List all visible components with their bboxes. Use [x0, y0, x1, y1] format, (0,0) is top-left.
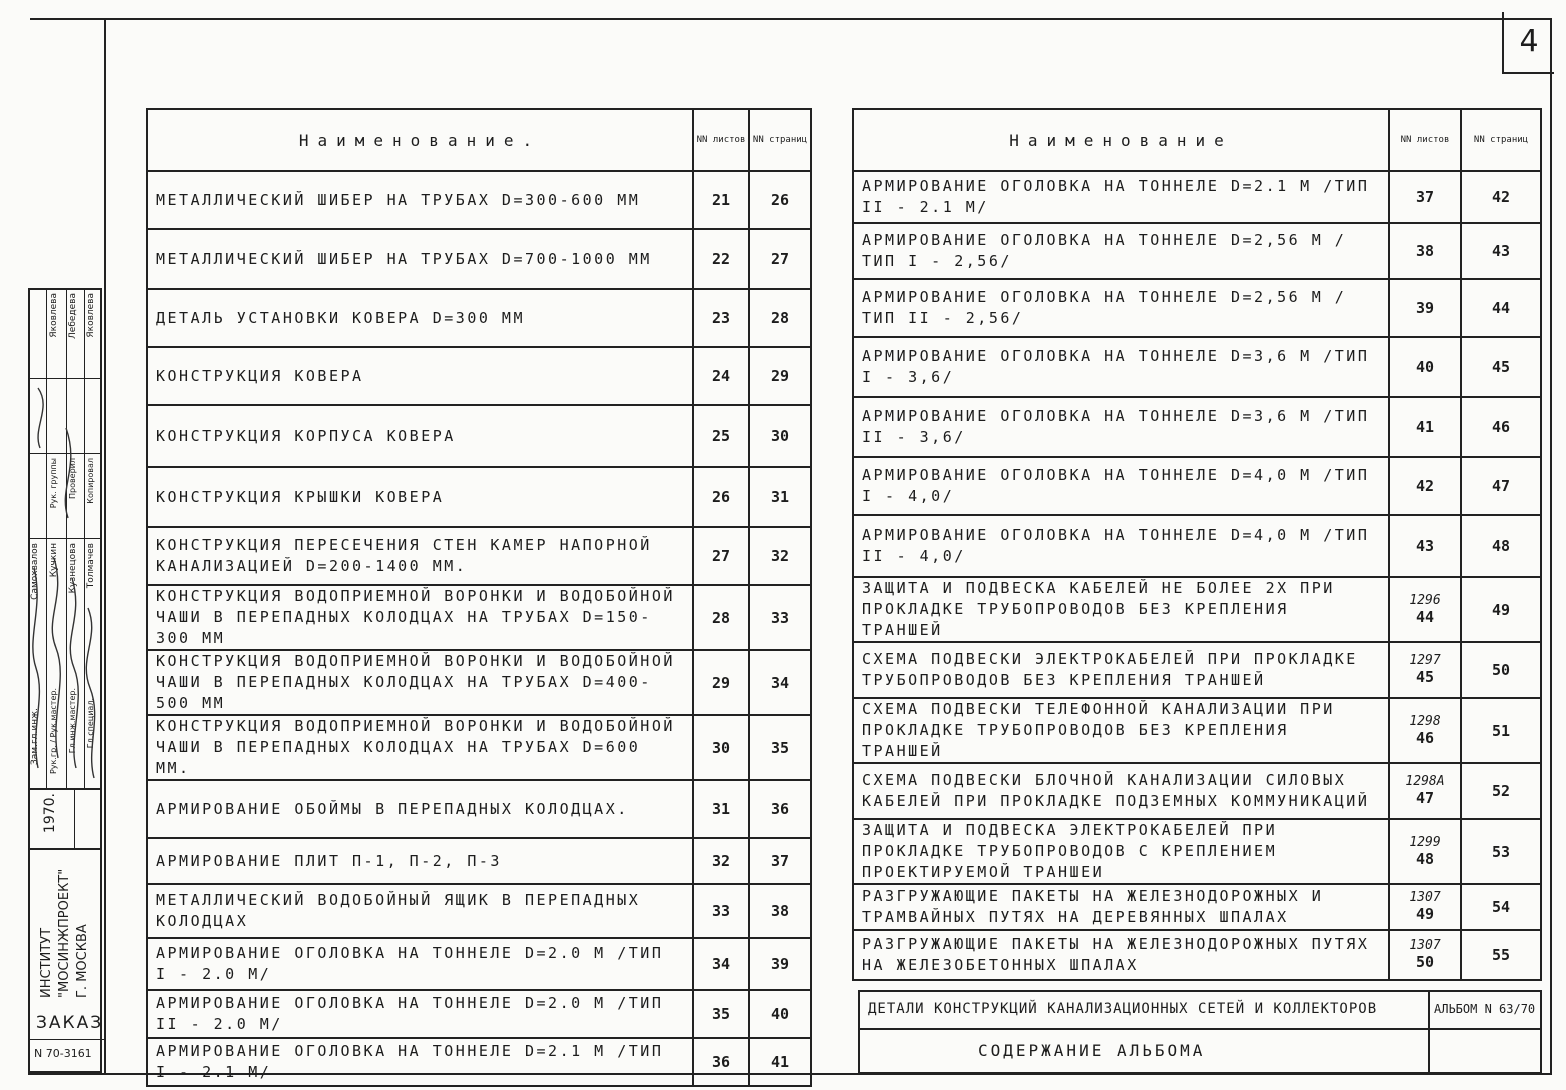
table-row [853, 171, 1541, 223]
column-header-name: Наименование. [147, 109, 693, 171]
row-page-number: 47 [1461, 457, 1541, 515]
album-number: АЛЬБОМ N 63/70 [1434, 1002, 1536, 1016]
title-block [858, 990, 1542, 1074]
row-sheet-value: 47 [1415, 789, 1435, 807]
row-sheet-number [693, 938, 749, 990]
row-sheet-number [693, 229, 749, 289]
row-sheet-number [1389, 884, 1461, 930]
column-header-sheets: NN листов [1389, 109, 1461, 171]
row-sheet-number [693, 347, 749, 405]
stamp-role-2: Рук.гр. / Рук.мастер. [49, 688, 58, 775]
row-handwritten-note: 1297 [1409, 653, 1441, 668]
row-page-number: 45 [1461, 337, 1541, 397]
title-block-divider [1428, 1030, 1430, 1072]
frame-right-line [1550, 18, 1552, 1074]
row-page-number: 26 [749, 171, 811, 229]
row-title: АРМИРОВАНИЕ ОГОЛОВКА НА ТОННЕЛЕ D=4,0 М /ТИП II - 4,0/ [853, 515, 1389, 577]
stamp-column-name-3: Яковлева [49, 293, 59, 338]
row-sheet-number [693, 171, 749, 229]
row-sheet-value: 33 [711, 902, 731, 920]
row-sheet-value: 37 [1415, 188, 1435, 206]
table-row [147, 467, 811, 527]
column-header-sheets: NN листов [693, 109, 749, 171]
stamp-role-3: Гл.инж.мастер. [68, 688, 77, 754]
left-contents-table [146, 108, 812, 1087]
row-sheet-number [1389, 279, 1461, 337]
row-title: МЕТАЛЛИЧЕСКИЙ ВОДОБОЙНЫЙ ЯЩИК В ПЕРЕПАДНЫХ КОЛОДЦАХ [147, 884, 693, 938]
row-title: АРМИРОВАНИЕ ОГОЛОВКА НА ТОННЕЛЕ D=3,6 М /ТИП I - 3,6/ [853, 337, 1389, 397]
row-sheet-value: 45 [1415, 668, 1435, 686]
column-header-pages: NN страниц [749, 109, 811, 171]
row-title: СХЕМА ПОДВЕСКИ ЭЛЕКТРОКАБЕЛЕЙ ПРИ ПРОКЛАДКЕ ТРУБОПРОВОДОВ БЕЗ КРЕПЛЕНИЯ ТРАНШЕЙ [853, 642, 1389, 698]
row-title: РАЗГРУЖАЮЩИЕ ПАКЕТЫ НА ЖЕЛЕЗНОДОРОЖНЫХ И ТРАМВАЙНЫХ ПУТЯХ НА ДЕРЕВЯННЫХ ШПАЛАХ [853, 884, 1389, 930]
row-sheet-number [693, 467, 749, 527]
row-title: КОНСТРУКЦИЯ КОРПУСА КОВЕРА [147, 405, 693, 467]
table-row [853, 279, 1541, 337]
row-sheet-number [693, 650, 749, 715]
table-row [853, 337, 1541, 397]
row-sheet-value: 36 [711, 1053, 731, 1071]
table-row [147, 780, 811, 838]
row-sheet-number [693, 1038, 749, 1086]
stamp-role-name-4: Толмачев [86, 543, 96, 589]
row-page-number: 33 [749, 585, 811, 650]
row-title: АРМИРОВАНИЕ ОГОЛОВКА НА ТОННЕЛЕ D=2.0 М /ТИП I - 2.0 М/ [147, 938, 693, 990]
stamp-column-name-1: Яковлева [86, 293, 96, 338]
row-page-number: 52 [1461, 763, 1541, 819]
table-row [147, 1038, 811, 1086]
row-title: СХЕМА ПОДВЕСКИ ТЕЛЕФОННОЙ КАНАЛИЗАЦИИ ПРИ ПРОКЛАДКЕ ТРУБОПРОВОДОВ БЕЗ КРЕПЛЕНИЯ ТРАНШЕЙ [853, 698, 1389, 763]
row-title: ЗАЩИТА И ПОДВЕСКА КАБЕЛЕЙ НЕ БОЛЕЕ 2Х ПРИ ПРОКЛАДКЕ ТРУБОПРОВОДОВ БЕЗ КРЕПЛЕНИЯ ТРАНШЕЙ [853, 577, 1389, 642]
row-sheet-value: 31 [711, 800, 731, 818]
table-row [853, 577, 1541, 642]
row-sheet-value: 26 [711, 488, 731, 506]
stamp-column-name-2: Лебедева [68, 293, 78, 339]
row-sheet-number [1389, 698, 1461, 763]
row-title: ЗАЩИТА И ПОДВЕСКА ЭЛЕКТРОКАБЕЛЕЙ ПРИ ПРОКЛАДКЕ ТРУБОПРОВОДОВ С КРЕПЛЕНИЕМ ПРОЕКТИРУЕМОЙ ТРАНШЕИ [853, 819, 1389, 884]
row-page-number: 40 [749, 990, 811, 1038]
row-sheet-number [1389, 930, 1461, 980]
row-sheet-value: 44 [1415, 607, 1435, 626]
row-title: КОНСТРУКЦИЯ ВОДОПРИЕМНОЙ ВОРОНКИ И ВОДОБОЙНОЙ ЧАШИ В ПЕРЕПАДНЫХ КОЛОДЦАХ НА ТРУБАХ D=400-500 ММ [147, 650, 693, 715]
row-sheet-value: 24 [711, 367, 731, 385]
row-sheet-number [693, 884, 749, 938]
row-title: МЕТАЛЛИЧЕСКИЙ ШИБЕР НА ТРУБАХ D=700-1000 ММ [147, 229, 693, 289]
row-title: КОНСТРУКЦИЯ ВОДОПРИЕМНОЙ ВОРОНКИ И ВОДОБОЙНОЙ ЧАШИ В ПЕРЕПАДНЫХ КОЛОДЦАХ НА ТРУБАХ D=600 ММ. [147, 715, 693, 780]
stamp-column-label-1: Рук. группы [49, 458, 58, 509]
row-sheet-number [693, 527, 749, 585]
row-page-number: 39 [749, 938, 811, 990]
row-page-number: 54 [1461, 884, 1541, 930]
row-handwritten-note: 1307 [1409, 890, 1441, 905]
row-sheet-value: 39 [1415, 299, 1435, 317]
row-sheet-number [1389, 223, 1461, 279]
row-handwritten-note: 1298А [1405, 774, 1445, 789]
table-row [147, 838, 811, 884]
table-row [147, 289, 811, 347]
table-row [147, 990, 811, 1038]
row-title: РАЗГРУЖАЮЩИЕ ПАКЕТЫ НА ЖЕЛЕЗНОДОРОЖНЫХ ПУТЯХ НА ЖЕЛЕЗОБЕТОННЫХ ШПАЛАХ [853, 930, 1389, 980]
row-page-number: 32 [749, 527, 811, 585]
row-title: АРМИРОВАНИЕ ОГОЛОВКА НА ТОННЕЛЕ D=2.1 М /ТИП II - 2.1 М/ [853, 171, 1389, 223]
table-row [147, 938, 811, 990]
table-header [147, 109, 811, 171]
stamp-year: 1970. [42, 793, 58, 834]
row-sheet-number [1389, 397, 1461, 457]
table-row [147, 650, 811, 715]
stamp-role-name-3: Кузнецова [68, 543, 78, 594]
row-page-number: 48 [1461, 515, 1541, 577]
table-row [147, 884, 811, 938]
row-sheet-value: 40 [1415, 358, 1435, 376]
order-box [28, 1003, 102, 1073]
row-title: МЕТАЛЛИЧЕСКИЙ ШИБЕР НА ТРУБАХ D=300-600 ММ [147, 171, 693, 229]
stamp-divider [28, 788, 102, 790]
row-page-number: 34 [749, 650, 811, 715]
table-row [147, 171, 811, 229]
table-row [853, 930, 1541, 980]
row-page-number: 28 [749, 289, 811, 347]
row-sheet-number [1389, 819, 1461, 884]
row-page-number: 35 [749, 715, 811, 780]
row-title: ДЕТАЛЬ УСТАНОВКИ КОВЕРА D=300 ММ [147, 289, 693, 347]
row-title: АРМИРОВАНИЕ ОБОЙМЫ В ПЕРЕПАДНЫХ КОЛОДЦАХ. [147, 780, 693, 838]
row-page-number: 37 [749, 838, 811, 884]
title-block-divider [1428, 992, 1430, 1028]
row-page-number: 43 [1461, 223, 1541, 279]
column-header-pages: NN страниц [1461, 109, 1541, 171]
table-row [147, 347, 811, 405]
table-row [853, 457, 1541, 515]
stamp-role-name-2: Кучкин [49, 543, 59, 578]
signatures [28, 368, 102, 788]
row-sheet-value: 21 [711, 191, 731, 209]
frame-left-line [104, 18, 106, 1074]
row-title: АРМИРОВАНИЕ ОГОЛОВКА НА ТОННЕЛЕ D=2.0 М /ТИП II - 2.0 М/ [147, 990, 693, 1038]
row-sheet-number [1389, 515, 1461, 577]
row-sheet-number [1389, 457, 1461, 515]
table-row [853, 698, 1541, 763]
row-page-number: 50 [1461, 642, 1541, 698]
column-header-name: Наименование [853, 109, 1389, 171]
row-title: АРМИРОВАНИЕ ОГОЛОВКА НА ТОННЕЛЕ D=3,6 М /ТИП II - 3,6/ [853, 397, 1389, 457]
title-block-row [858, 1030, 1542, 1074]
row-handwritten-note: 1307 [1409, 938, 1441, 953]
row-page-number: 51 [1461, 698, 1541, 763]
row-handwritten-note: 1296 [1409, 592, 1441, 608]
order-number: N 70-3161 [34, 1047, 92, 1060]
row-sheet-value: 38 [1415, 242, 1435, 260]
row-sheet-number [1389, 577, 1461, 642]
row-sheet-value: 34 [711, 955, 731, 973]
row-page-number: 27 [749, 229, 811, 289]
title-block-row [858, 990, 1542, 1030]
row-title: КОНСТРУКЦИЯ КОВЕРА [147, 347, 693, 405]
row-sheet-value: 22 [711, 250, 731, 268]
frame-top-line [30, 18, 1550, 20]
row-page-number: 49 [1461, 577, 1541, 642]
row-page-number: 44 [1461, 279, 1541, 337]
table-row [853, 763, 1541, 819]
row-sheet-number [1389, 337, 1461, 397]
row-title: КОНСТРУКЦИЯ КРЫШКИ КОВЕРА [147, 467, 693, 527]
row-page-number: 38 [749, 884, 811, 938]
table-row [853, 884, 1541, 930]
page-number: 4 [1502, 12, 1554, 74]
row-title: КОНСТРУКЦИЯ ПЕРЕСЕЧЕНИЯ СТЕН КАМЕР НАПОРНОЙ КАНАЛИЗАЦИЕЙ D=200-1400 ММ. [147, 527, 693, 585]
row-title: КОНСТРУКЦИЯ ВОДОПРИЕМНОЙ ВОРОНКИ И ВОДОБОЙНОЙ ЧАШИ В ПЕРЕПАДНЫХ КОЛОДЦАХ НА ТРУБАХ D=150-300 ММ [147, 585, 693, 650]
table-row [853, 819, 1541, 884]
row-sheet-value: 35 [711, 1005, 731, 1023]
side-stamp [28, 288, 102, 1073]
table-row [147, 527, 811, 585]
row-sheet-number [693, 289, 749, 347]
row-sheet-number [693, 405, 749, 467]
stamp-institute: ИНСТИТУТ "МОСИНЖПРОЕКТ" Г. МОСКВА [39, 868, 90, 998]
row-page-number: 36 [749, 780, 811, 838]
table-row [147, 585, 811, 650]
row-sheet-number [693, 780, 749, 838]
row-sheet-value: 50 [1415, 953, 1435, 971]
row-sheet-value: 43 [1415, 537, 1435, 555]
row-page-number: 55 [1461, 930, 1541, 980]
row-sheet-number [1389, 763, 1461, 819]
stamp-column-label-2: Проверил [68, 458, 77, 500]
stamp-role-name-1: Самохвалов [30, 543, 40, 600]
row-title: АРМИРОВАНИЕ ОГОЛОВКА НА ТОННЕЛЕ D=2.1 М /ТИП I - 2.1 М/ [147, 1038, 693, 1086]
row-page-number: 53 [1461, 819, 1541, 884]
row-page-number: 31 [749, 467, 811, 527]
right-contents-table [852, 108, 1542, 981]
table-row [853, 223, 1541, 279]
row-page-number: 30 [749, 405, 811, 467]
album-contents-title: СОДЕРЖАНИЕ АЛЬБОМА [978, 1041, 1206, 1060]
row-title: АРМИРОВАНИЕ ОГОЛОВКА НА ТОННЕЛЕ D=2,56 М /ТИП I - 2,56/ [853, 223, 1389, 279]
row-sheet-value: 46 [1415, 728, 1435, 747]
table-row [147, 715, 811, 780]
row-sheet-value: 48 [1415, 849, 1435, 868]
row-sheet-value: 30 [711, 738, 731, 757]
stamp-role-1: Зам.гл.инж. [30, 708, 40, 765]
row-sheet-value: 32 [711, 852, 731, 870]
row-sheet-number [693, 715, 749, 780]
row-sheet-value: 27 [711, 547, 731, 565]
row-sheet-value: 42 [1415, 477, 1435, 495]
stamp-role-4: Гл.специал. [86, 698, 95, 749]
row-sheet-number [1389, 642, 1461, 698]
row-sheet-value: 25 [711, 427, 731, 445]
row-page-number: 42 [1461, 171, 1541, 223]
row-sheet-number [693, 990, 749, 1038]
row-page-number: 41 [749, 1038, 811, 1086]
row-title: АРМИРОВАНИЕ ОГОЛОВКА НА ТОННЕЛЕ D=2,56 М /ТИП II - 2,56/ [853, 279, 1389, 337]
stamp-column-label-3: Копировал [86, 458, 95, 504]
table-row [147, 405, 811, 467]
order-label: ЗАКАЗ [36, 1013, 104, 1033]
row-title: АРМИРОВАНИЕ ПЛИТ П-1, П-2, П-3 [147, 838, 693, 884]
row-page-number: 29 [749, 347, 811, 405]
row-page-number: 46 [1461, 397, 1541, 457]
table-row [147, 229, 811, 289]
album-title: ДЕТАЛИ КОНСТРУКЦИЙ КАНАЛИЗАЦИОННЫХ СЕТЕЙ И КОЛЛЕКТОРОВ [868, 1001, 1378, 1017]
row-title: СХЕМА ПОДВЕСКИ БЛОЧНОЙ КАНАЛИЗАЦИИ СИЛОВЫХ КАБЕЛЕЙ ПРИ ПРОКЛАДКЕ ПОДЗЕМНЫХ КОММУНИКАЦИЙ [853, 763, 1389, 819]
stamp-divider [28, 848, 102, 850]
table-row [853, 397, 1541, 457]
table-row [853, 515, 1541, 577]
row-sheet-number [693, 585, 749, 650]
row-sheet-value: 28 [711, 608, 731, 627]
row-sheet-number [693, 838, 749, 884]
row-handwritten-note: 1298 [1409, 713, 1441, 729]
table-row [853, 642, 1541, 698]
row-sheet-value: 23 [711, 309, 731, 327]
table-header [853, 109, 1541, 171]
row-handwritten-note: 1299 [1409, 834, 1441, 850]
order-divider [30, 1039, 104, 1040]
stamp-divider [74, 788, 75, 848]
row-sheet-value: 49 [1415, 905, 1435, 923]
row-sheet-value: 29 [711, 673, 731, 692]
row-sheet-value: 41 [1415, 418, 1435, 436]
row-sheet-number [1389, 171, 1461, 223]
row-title: АРМИРОВАНИЕ ОГОЛОВКА НА ТОННЕЛЕ D=4,0 М /ТИП I - 4,0/ [853, 457, 1389, 515]
